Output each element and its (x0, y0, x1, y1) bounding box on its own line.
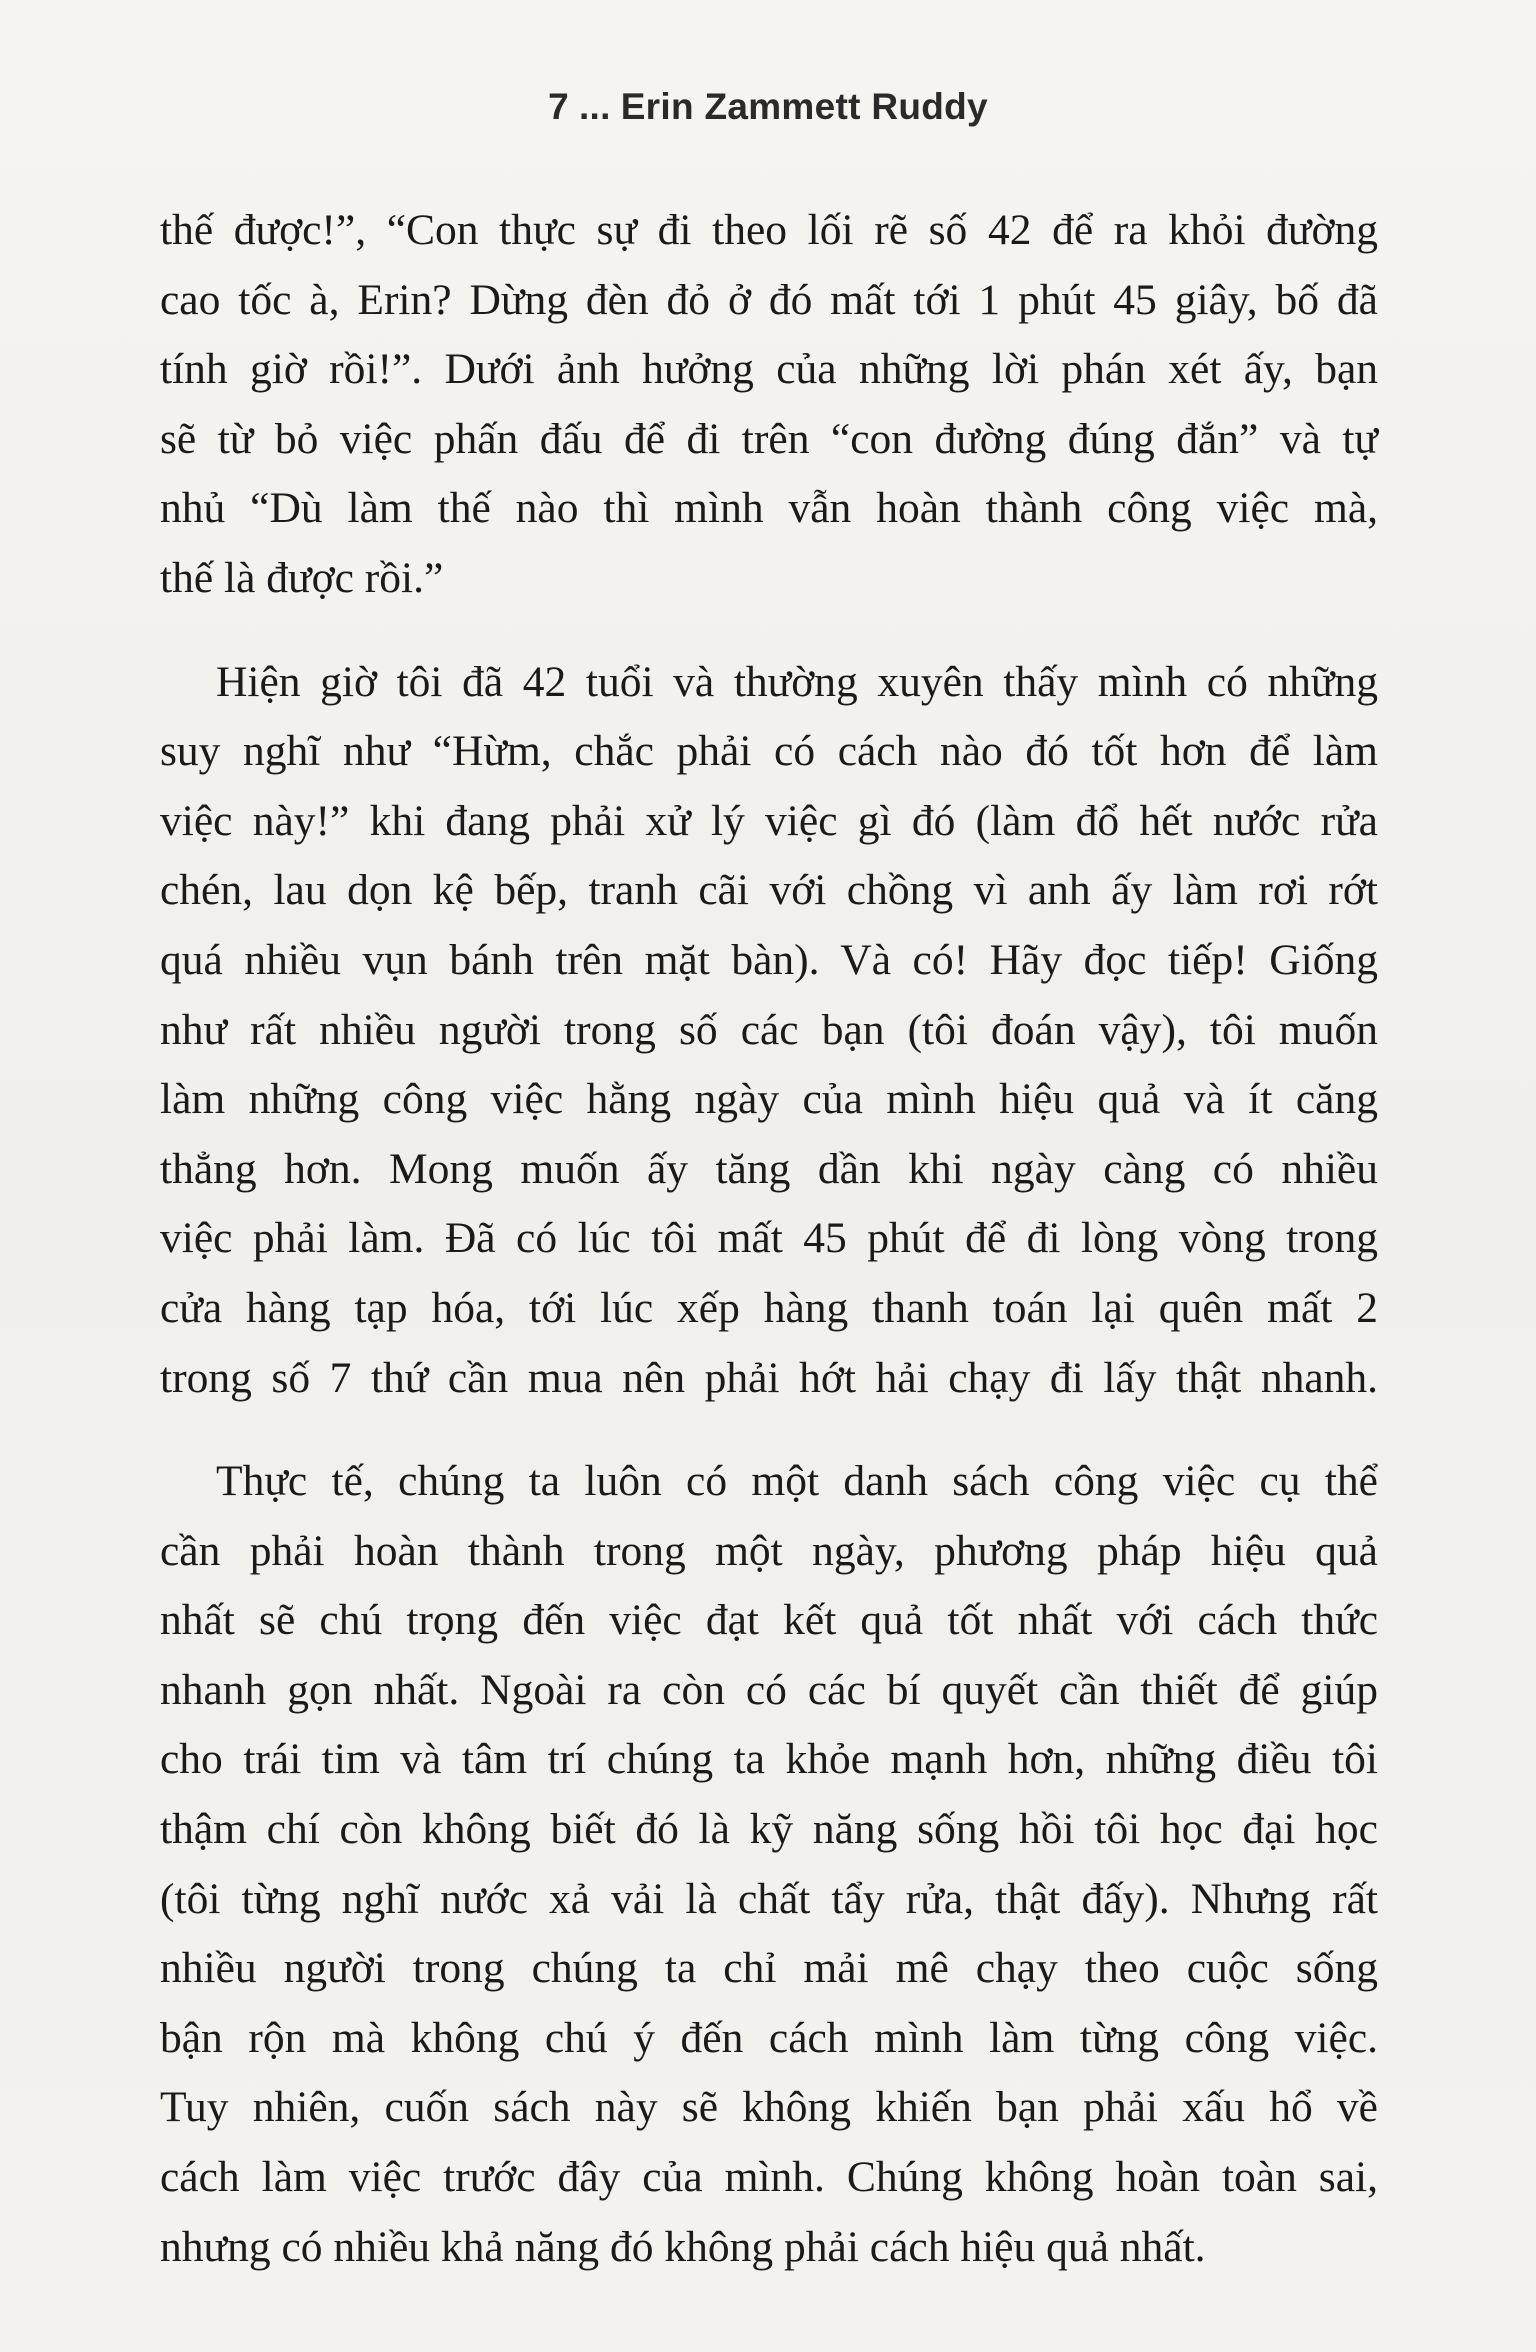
text-line: Tuy nhiên, cuốn sách này sẽ không khiến bạn phải xấu hổ về (160, 2083, 1378, 2132)
text-line: cửa hàng tạp hóa, tới lúc xếp hàng thanh toán lại quên mất 2 (160, 1283, 1378, 1332)
text-line: cho trái tim và tâm trí chúng ta khỏe mạnh hơn, những điều tôi (160, 1735, 1378, 1784)
text-line: chén, lau dọn kệ bếp, tranh cãi với chồng vì anh ấy làm rơi rớt (160, 866, 1378, 915)
text-line: Hiện giờ tôi đã 42 tuổi và thường xuyên thấy mình có những (216, 657, 1378, 706)
page-number: 7 (548, 86, 569, 127)
text-line: tính giờ rồi!”. Dưới ảnh hưởng của những lời phán xét ấy, bạn (160, 345, 1378, 394)
text-line: cần phải hoàn thành trong một ngày, phương pháp hiệu quả (160, 1526, 1378, 1575)
text-line: nhanh gọn nhất. Ngoài ra còn có các bí quyết cần thiết để giúp (160, 1665, 1378, 1714)
text-line: việc này!” khi đang phải xử lý việc gì đó (làm đổ hết nước rửa (160, 796, 1378, 845)
text-line: cao tốc à, Erin? Dừng đèn đỏ ở đó mất tới 1 phút 45 giây, bố đã (160, 275, 1378, 324)
text-line: như rất nhiều người trong số các bạn (tôi đoán vậy), tôi muốn (160, 1005, 1378, 1054)
text-line: việc phải làm. Đã có lúc tôi mất 45 phút để đi lòng vòng trong (160, 1214, 1378, 1263)
text-line: bận rộn mà không chú ý đến cách mình làm từng công việc. (160, 2013, 1378, 2062)
text-line: suy nghĩ như “Hừm, chắc phải có cách nào đó tốt hơn để làm (160, 727, 1378, 776)
text-line: nhiều người trong chúng ta chỉ mải mê chạy theo cuộc sống (160, 1944, 1378, 1993)
header-separator: ... (578, 86, 611, 127)
text-line: thế là được rồi.” (160, 553, 444, 602)
text-line: làm những công việc hằng ngày của mình hiệu quả và ít căng (160, 1075, 1378, 1124)
running-header (0, 86, 1536, 128)
text-line: nhất sẽ chú trọng đến việc đạt kết quả tốt nhất với cách thức (160, 1596, 1378, 1645)
body-text (160, 196, 1378, 2282)
text-line: sẽ từ bỏ việc phấn đấu để đi trên “con đường đúng đắn” và tự (160, 414, 1378, 463)
text-line: thẳng hơn. Mong muốn ấy tăng dần khi ngày càng có nhiều (160, 1144, 1378, 1193)
paragraph-2 (160, 648, 1378, 1414)
text-line: thậm chí còn không biết đó là kỹ năng sống hồi tôi học đại học (160, 1805, 1378, 1854)
text-line: nhưng có nhiều khả năng đó không phải cách hiệu quả nhất. (160, 2222, 1206, 2271)
paragraph-3 (160, 1447, 1378, 2282)
text-line: nhủ “Dù làm thế nào thì mình vẫn hoàn thành công việc mà, (160, 484, 1378, 533)
text-line: Thực tế, chúng ta luôn có một danh sách công việc cụ thể (216, 1457, 1378, 1506)
text-line: (tôi từng nghĩ nước xả vải là chất tẩy rửa, thật đấy). Nhưng rất (160, 1874, 1378, 1923)
text-line: quá nhiều vụn bánh trên mặt bàn). Và có! Hãy đọc tiếp! Giống (160, 935, 1378, 984)
paragraph-1 (160, 196, 1378, 614)
text-line: thế được!”, “Con thực sự đi theo lối rẽ số 42 để ra khỏi đường (160, 206, 1378, 254)
text-line: cách làm việc trước đây của mình. Chúng không hoàn toàn sai, (160, 2153, 1378, 2202)
text-line: trong số 7 thứ cần mua nên phải hớt hải chạy đi lấy thật nhanh. (160, 1353, 1378, 1402)
author-name: Erin Zammett Ruddy (620, 86, 988, 127)
